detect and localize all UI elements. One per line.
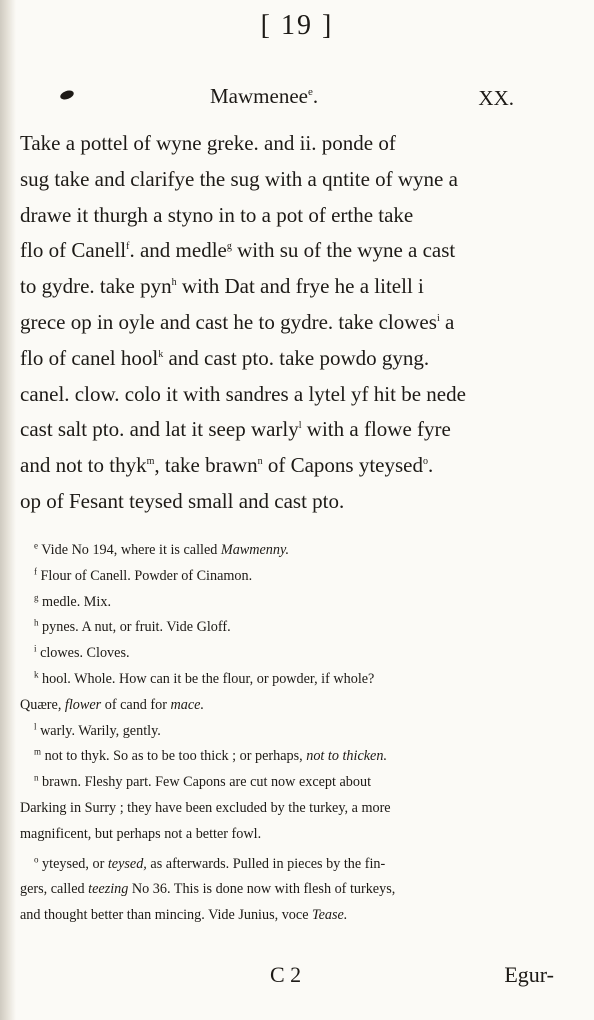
- text-segment: .: [427, 453, 434, 478]
- page-number: [ 19 ]: [260, 10, 334, 41]
- recipe-line: [20, 377, 540, 413]
- footnote-line: [20, 719, 570, 745]
- text-segment: of Capons yteysed: [262, 453, 423, 478]
- text-segment: as afterwards. Pulled in pieces by the fin-: [146, 855, 386, 872]
- footnote-line: [20, 693, 570, 719]
- text-segment: No 36. This is done now with flesh of turkeys,: [128, 881, 396, 898]
- note-reference-mark: n: [34, 772, 39, 783]
- text-segment: magnificent, but perhaps not a better fowl.: [20, 825, 262, 842]
- note-reference-mark: k: [34, 669, 39, 680]
- text-segment: Darking in Surry ; they have been excluded by the turkey, a more: [20, 799, 391, 816]
- text-segment: flo of Canell: [20, 238, 127, 263]
- note-reference-mark: m: [146, 456, 155, 468]
- text-segment: Quære,: [20, 696, 65, 713]
- footnote-line: [20, 852, 570, 878]
- footnote-line: [20, 667, 570, 693]
- text-segment: medle. Mix.: [38, 593, 112, 610]
- italic-text: Mawmenny.: [220, 542, 290, 558]
- text-segment: flo of canel hool: [20, 345, 159, 370]
- note-reference-mark: h: [171, 277, 177, 289]
- note-reference-mark: h: [34, 617, 39, 628]
- text-segment: with su of the wyne a cast: [231, 238, 456, 263]
- text-segment: canel. clow. colo it with sandres a lytel yf hit be nede: [20, 381, 466, 406]
- footnote-line: [20, 822, 570, 848]
- text-segment: sug take and clarifye the sug with a qntite of wyne a: [20, 166, 458, 191]
- note-reference-mark: l: [298, 420, 302, 432]
- text-segment: grece op in oyle and cast he to gydre. take clowes: [20, 309, 437, 334]
- note-reference-mark: o: [34, 853, 39, 864]
- text-segment: and thought better than mincing. Vide Junius, voce: [20, 907, 313, 924]
- note-reference-mark: g: [226, 241, 232, 253]
- recipe-title: Mawmenee$^e$.: [210, 84, 319, 108]
- recipe-line: [20, 341, 540, 377]
- recipe-title-note-mark: e: [307, 86, 313, 98]
- italic-text: teezing: [88, 881, 129, 898]
- text-segment: a: [439, 309, 455, 334]
- recipe-line: [20, 269, 540, 305]
- footnote-line: [20, 641, 570, 667]
- italic-text: mace.: [170, 696, 205, 713]
- text-segment: clowes. Cloves.: [36, 645, 130, 662]
- text-segment: of cand for: [101, 696, 171, 713]
- recipe-line: [20, 305, 540, 341]
- note-reference-mark: n: [257, 456, 263, 468]
- text-segment: not to thyk. So as to be too thick ; or perhaps,: [41, 748, 307, 765]
- text-segment: brawn. Fleshy part. Few Capons are cut now except about: [38, 774, 372, 791]
- footnote-line: [20, 770, 570, 796]
- text-segment: and cast pto. take powdo gyng.: [163, 345, 430, 370]
- footnotes: [20, 538, 570, 929]
- recipe-title-text: Mawmenee: [210, 84, 308, 108]
- note-reference-mark: f: [34, 566, 37, 577]
- text-segment: warly. Warily, gently.: [36, 722, 161, 739]
- text-segment: gers, called: [20, 881, 89, 898]
- note-reference-mark: g: [34, 591, 39, 602]
- text-segment: with Dat and frye he a litell i: [176, 274, 424, 299]
- italic-text: not to thicken.: [306, 748, 387, 765]
- footnote-line: [20, 744, 570, 770]
- text-segment: Vide No 194, where it is called: [38, 542, 221, 558]
- recipe-body: [20, 126, 540, 520]
- recipe-number: XX.: [478, 86, 514, 110]
- text-segment: hool. Whole. How can it be the flour, or powder, if whole?: [38, 670, 375, 687]
- page-gutter-shadow: [0, 0, 16, 1020]
- text-segment: with a flowe fyre: [301, 417, 451, 442]
- recipe-line: [20, 484, 540, 520]
- recipe-line: [20, 412, 540, 448]
- text-segment: yteysed, or: [38, 855, 108, 872]
- note-reference-mark: f: [126, 241, 130, 253]
- italic-text: Tease.: [312, 907, 348, 924]
- footnote-line: [20, 590, 570, 616]
- footnote-line: [20, 564, 570, 590]
- recipe-line: [20, 233, 540, 269]
- footnote-line: [20, 903, 570, 929]
- text-segment: Take a pottel of wyne greke. and ii. ponde of: [20, 131, 396, 155]
- recipe-line: [20, 448, 540, 484]
- decorative-bullet-mark: [59, 89, 75, 101]
- footnote-line: [20, 538, 570, 564]
- recipe-line: [20, 198, 540, 234]
- catchword: Egur-: [504, 962, 554, 987]
- note-reference-mark: i: [436, 312, 440, 324]
- text-segment: . and medle: [129, 238, 227, 263]
- text-segment: op of Fesant teysed small and cast pto.: [20, 488, 345, 513]
- text-segment: pynes. A nut, or fruit. Vide Gloff.: [38, 619, 231, 636]
- italic-text: teysed,: [107, 855, 147, 872]
- text-segment: drawe it thurgh a styno in to a pot of erthe take: [20, 202, 414, 227]
- recipe-line: [20, 162, 540, 198]
- footnote-line: [20, 796, 570, 822]
- note-reference-mark: o: [422, 456, 428, 468]
- note-reference-mark: e: [34, 540, 38, 551]
- recipe-line: [20, 126, 540, 162]
- text-segment: cast salt pto. and lat it seep warly: [20, 417, 299, 442]
- signature-mark: C 2: [270, 962, 302, 987]
- note-reference-mark: i: [34, 643, 37, 654]
- footnote-line: [20, 615, 570, 641]
- footnote-line: [20, 877, 570, 903]
- note-reference-mark: m: [34, 746, 42, 757]
- note-reference-mark: k: [158, 348, 164, 360]
- note-reference-mark: l: [34, 720, 37, 731]
- text-segment: , take brawn: [154, 453, 258, 478]
- text-segment: to gydre. take pyn: [20, 274, 172, 299]
- italic-text: flower: [64, 696, 102, 713]
- text-segment: and not to thyk: [20, 453, 147, 478]
- text-segment: Flour of Canell. Powder of Cinamon.: [37, 567, 253, 584]
